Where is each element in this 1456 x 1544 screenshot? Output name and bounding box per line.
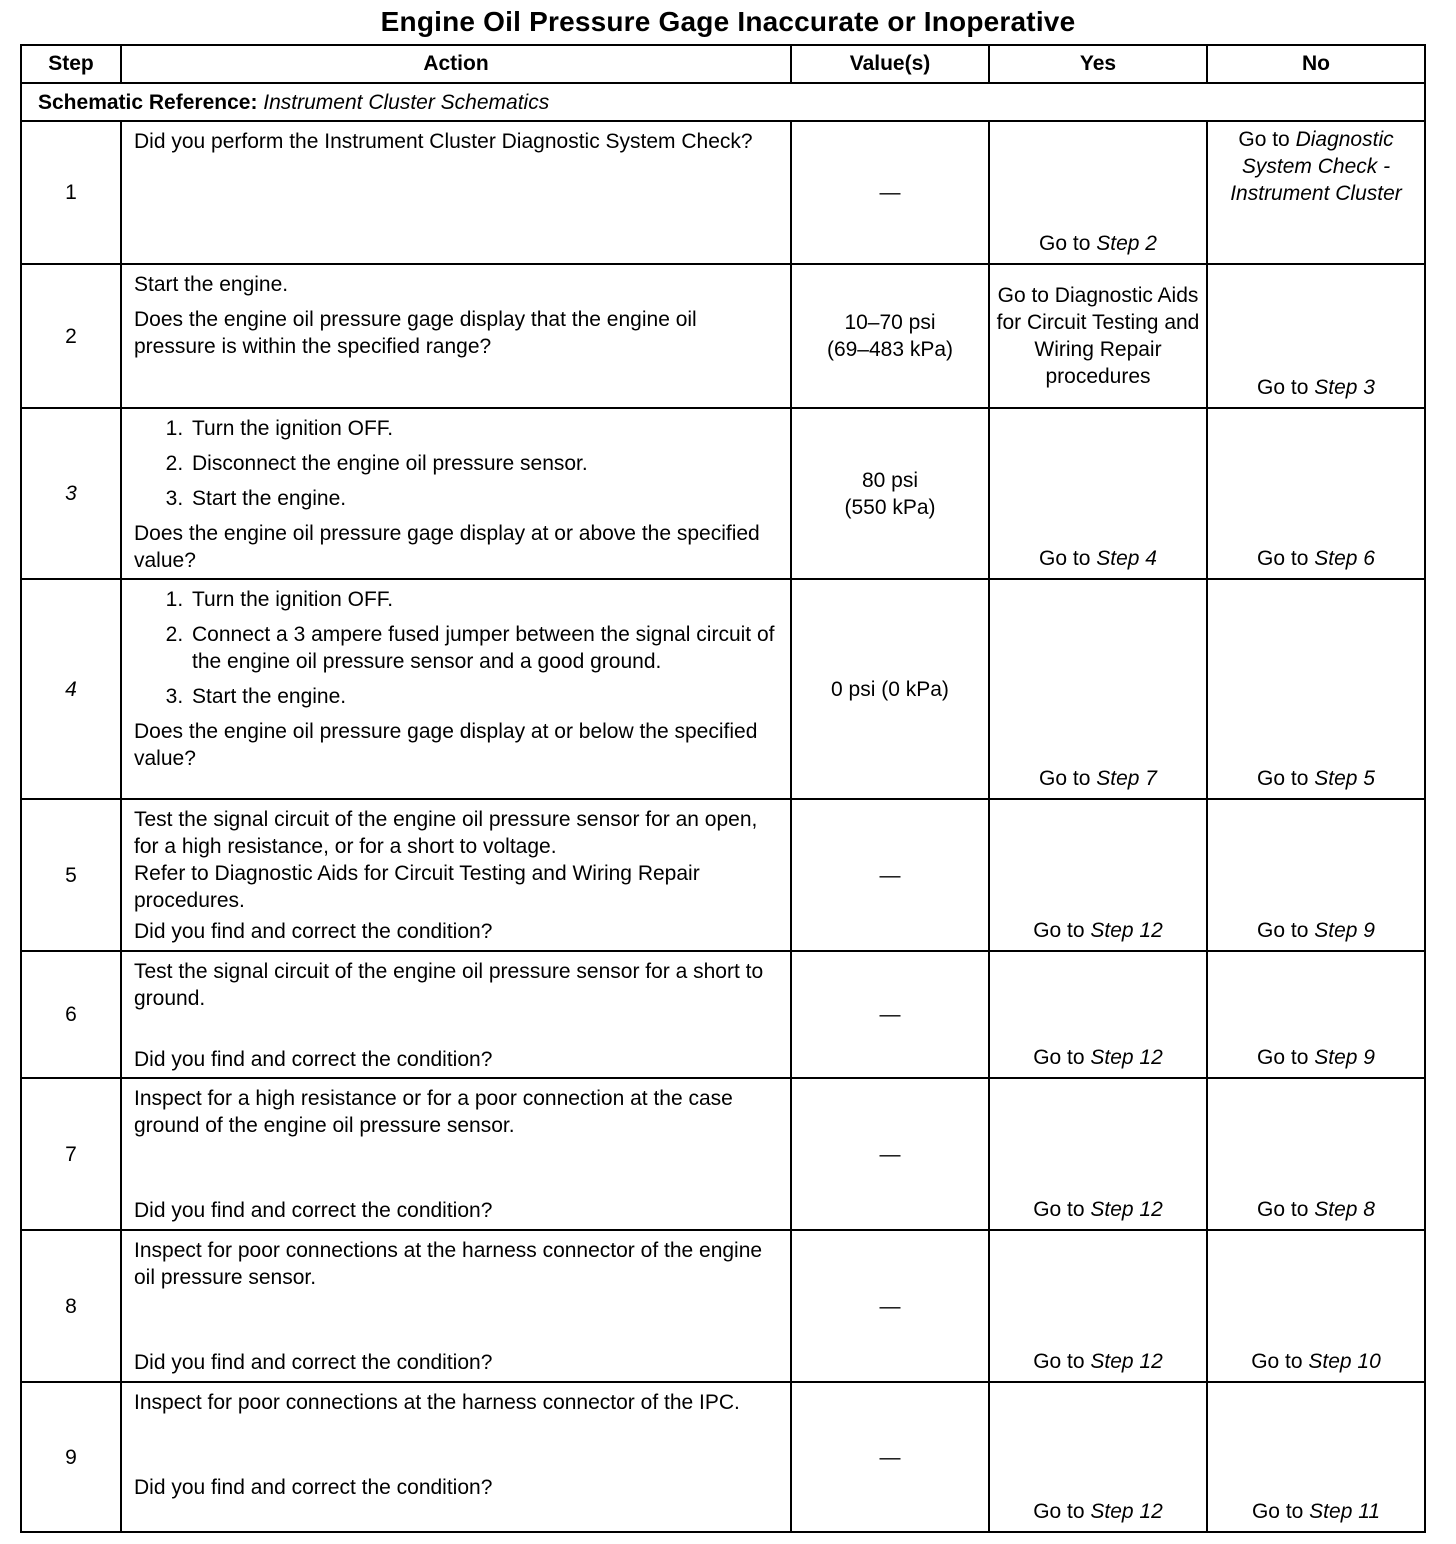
step-number: 6 — [21, 951, 121, 1078]
action-question: Did you find and correct the condition? — [134, 920, 493, 943]
table-row — [21, 264, 1425, 408]
table-row — [21, 1078, 1425, 1230]
no-prefix: Go to — [1238, 128, 1296, 151]
step-number: 2 — [21, 264, 121, 408]
no-cell — [1207, 799, 1425, 951]
yes-step-link[interactable]: Step 2 — [1096, 232, 1157, 255]
no-cell — [1207, 1382, 1425, 1532]
action-cell — [121, 1078, 791, 1230]
step-number: 9 — [21, 1382, 121, 1532]
no-cell — [1207, 1230, 1425, 1382]
value-cell — [791, 121, 989, 264]
yes-step-link[interactable]: Step 12 — [1090, 1198, 1163, 1221]
no-cell — [1207, 121, 1425, 264]
yes-step-link[interactable]: Step 7 — [1096, 767, 1157, 790]
action-text: Inspect for poor connections at the harness connector of the engine oil pressure sensor. — [134, 1239, 763, 1289]
value-cell — [791, 1078, 989, 1230]
action-question: Did you find and correct the condition? — [134, 1199, 493, 1222]
no-cell — [1207, 951, 1425, 1078]
value-text: 10–70 psi — [844, 311, 936, 334]
procedure-item: 3. Start the engine. — [189, 683, 780, 710]
action-cell — [121, 1230, 791, 1382]
no-step-link[interactable]: Step 3 — [1314, 376, 1375, 399]
value-text: — — [879, 181, 901, 204]
value-cell — [791, 1230, 989, 1382]
no-step-link[interactable]: Step 5 — [1314, 767, 1375, 790]
value-text-metric: (69–483 kPa) — [826, 338, 954, 361]
value-text: — — [879, 863, 901, 887]
no-step-link[interactable]: Step 9 — [1314, 1046, 1375, 1069]
no-cell — [1207, 408, 1425, 579]
action-reference: Refer to Diagnostic Aids for Circuit Testing and Wiring Repair procedures. — [134, 862, 700, 912]
yes-step-link[interactable]: Step 12 — [1090, 1046, 1163, 1069]
action-cell — [121, 1382, 791, 1532]
yes-cell — [989, 264, 1207, 408]
yes-prefix: Go to — [1039, 232, 1097, 255]
action-question: Did you find and correct the condition? — [134, 1476, 493, 1499]
action-text: Start the engine. — [134, 273, 289, 296]
no-prefix: Go to — [1251, 1350, 1309, 1373]
yes-step-link[interactable]: Step 4 — [1096, 547, 1157, 570]
no-prefix: Go to — [1257, 376, 1315, 399]
procedure-item: 1. Turn the ignition OFF. — [189, 415, 780, 442]
no-step-link[interactable]: Step 8 — [1314, 1198, 1375, 1221]
procedure-item: 2. Connect a 3 ampere fused jumper between the signal circuit of the engine oil pressure sensor and a good ground. — [189, 621, 780, 675]
action-text: Test the signal circuit of the engine oil pressure sensor for a short to ground. — [134, 960, 764, 1010]
value-text: 80 psi — [861, 468, 919, 492]
yes-prefix: Go to — [1039, 547, 1097, 570]
value-cell — [791, 1382, 989, 1532]
procedure-list — [134, 415, 780, 512]
yes-cell — [989, 1078, 1207, 1230]
no-prefix: Go to — [1251, 1500, 1310, 1523]
action-text: Inspect for poor connections at the harness connector of the IPC. — [134, 1391, 740, 1414]
value-text: 0 psi (0 kPa) — [831, 677, 949, 701]
yes-prefix: Go to — [1033, 1198, 1091, 1221]
procedure-item: 2. Disconnect the engine oil pressure sensor. — [189, 450, 780, 477]
header-values: Value(s) — [791, 45, 989, 83]
procedure-item: 3. Start the engine. — [189, 485, 780, 512]
yes-prefix: Go to — [1033, 1046, 1091, 1069]
value-text: — — [879, 1142, 901, 1166]
step-number: 4 — [21, 579, 121, 799]
action-cell — [121, 799, 791, 951]
schematic-reference — [21, 83, 1425, 121]
yes-prefix: Go to — [1033, 1350, 1091, 1373]
action-cell — [121, 264, 791, 408]
value-text: — — [879, 1294, 901, 1318]
step-number: 1 — [21, 121, 121, 264]
procedure-list — [134, 586, 780, 710]
action-question: Does the engine oil pressure gage display that the engine oil pressure is within the specified range? — [134, 308, 697, 358]
action-cell — [121, 579, 791, 799]
yes-cell — [989, 799, 1207, 951]
value-text: — — [879, 1445, 901, 1469]
action-question: Does the engine oil pressure gage display at or below the specified value? — [134, 720, 758, 770]
no-prefix: Go to — [1257, 1198, 1315, 1221]
header-yes: Yes — [989, 45, 1207, 83]
no-cell — [1207, 1078, 1425, 1230]
header-no: No — [1207, 45, 1425, 83]
no-step-link[interactable]: Step 10 — [1308, 1350, 1381, 1373]
value-text-metric: (550 kPa) — [844, 495, 936, 519]
table-row — [21, 1382, 1425, 1532]
action-text: Test the signal circuit of the engine oil pressure sensor for an open, for a high resistance, or for a short to voltage. — [134, 808, 758, 858]
no-prefix: Go to — [1257, 919, 1315, 942]
yes-cell — [989, 1230, 1207, 1382]
no-step-link[interactable]: Diagnostic System Check - Instrument Cluster — [1230, 128, 1402, 205]
schematic-reference-link[interactable]: Instrument Cluster Schematics — [263, 90, 550, 114]
value-text: — — [879, 1003, 901, 1026]
table-row — [21, 951, 1425, 1078]
yes-prefix: Go to — [1033, 919, 1091, 942]
table-row — [21, 121, 1425, 264]
header-step: Step — [21, 45, 121, 83]
action-text: Did you perform the Instrument Cluster Diagnostic System Check? — [134, 130, 753, 153]
no-prefix: Go to — [1257, 1046, 1315, 1069]
yes-cell — [989, 408, 1207, 579]
no-step-link[interactable]: Step 6 — [1314, 547, 1375, 570]
action-cell — [121, 408, 791, 579]
action-cell — [121, 951, 791, 1078]
header-row — [21, 45, 1425, 83]
step-number: 8 — [21, 1230, 121, 1382]
page-title: Engine Oil Pressure Gage Inaccurate or Inoperative — [380, 6, 1076, 37]
yes-cell — [989, 951, 1207, 1078]
yes-step-link[interactable]: Step 12 — [1090, 919, 1163, 942]
action-question: Did you find and correct the condition? — [134, 1048, 493, 1071]
schematic-reference-row — [21, 83, 1425, 121]
value-cell — [791, 799, 989, 951]
step-number: 5 — [21, 799, 121, 951]
yes-text[interactable]: Go to Diagnostic Aids for Circuit Testing and Wiring Repair procedures — [996, 284, 1200, 388]
table-row — [21, 408, 1425, 579]
yes-cell — [989, 579, 1207, 799]
no-step-link[interactable]: Step 9 — [1314, 919, 1375, 942]
table-row — [21, 579, 1425, 799]
table-row — [21, 799, 1425, 951]
action-question: Does the engine oil pressure gage display at or above the specified value? — [134, 522, 760, 572]
no-prefix: Go to — [1257, 547, 1315, 570]
table-row — [21, 1230, 1425, 1382]
value-cell — [791, 408, 989, 579]
procedure-item: 1. Turn the ignition OFF. — [189, 586, 780, 613]
no-cell — [1207, 579, 1425, 799]
step-number: 3 — [21, 408, 121, 579]
diagnostic-table — [20, 44, 1426, 1533]
action-cell — [121, 121, 791, 264]
yes-cell — [989, 1382, 1207, 1532]
yes-cell — [989, 121, 1207, 264]
value-cell — [791, 951, 989, 1078]
action-question: Did you find and correct the condition? — [134, 1351, 493, 1374]
yes-prefix: Go to — [1033, 1500, 1091, 1523]
action-text: Inspect for a high resistance or for a poor connection at the case ground of the engine oil pressure sensor. — [134, 1087, 733, 1137]
schematic-reference-label: Schematic Reference: — [38, 90, 258, 114]
no-cell — [1207, 264, 1425, 408]
no-prefix: Go to — [1257, 767, 1315, 790]
no-step-link[interactable]: Step 11 — [1309, 1500, 1381, 1523]
yes-step-link[interactable]: Step 12 — [1090, 1350, 1163, 1373]
yes-step-link[interactable]: Step 12 — [1090, 1500, 1163, 1523]
value-cell — [791, 264, 989, 408]
step-number: 7 — [21, 1078, 121, 1230]
value-cell — [791, 579, 989, 799]
header-action: Action — [121, 45, 791, 83]
yes-prefix: Go to — [1039, 767, 1097, 790]
